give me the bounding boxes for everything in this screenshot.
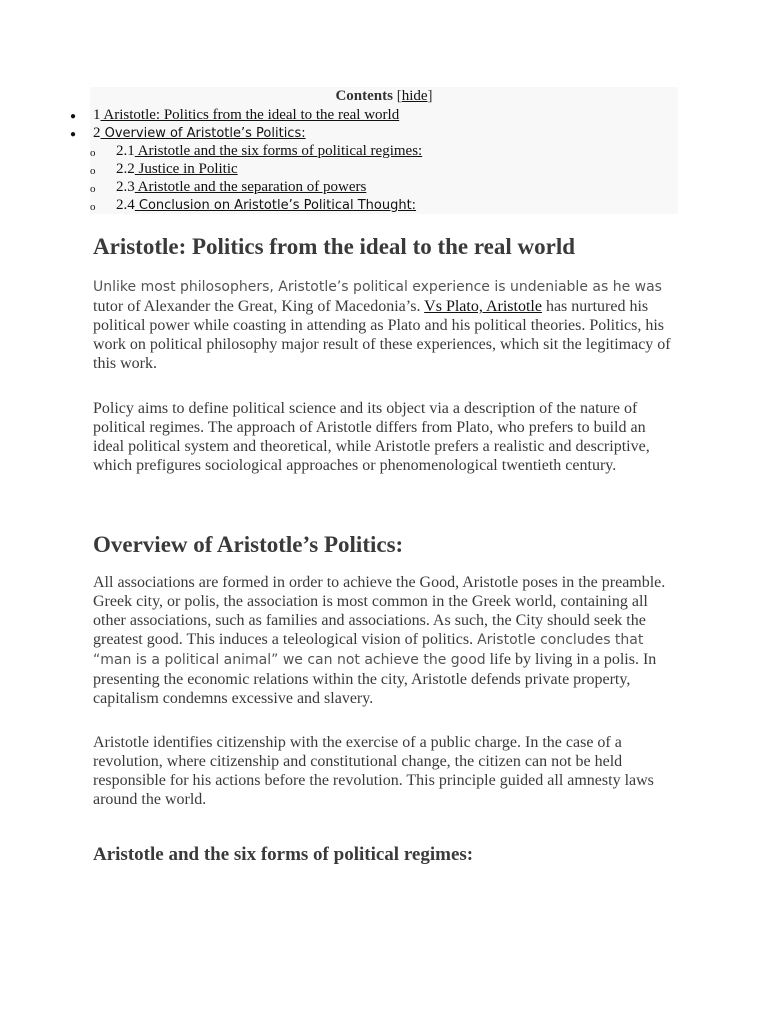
bullet-circle-icon: o: [90, 147, 96, 159]
bullet-circle-icon: o: [90, 183, 96, 195]
section-heading-ideal-to-real: Aristotle: Politics from the ideal to the real world: [93, 234, 576, 259]
paragraph-text: Policy aims to define political science and its object via a description of the nature of political regimes. The approach of Aristotle differs from Plato, who prefers to build an ideal political system and theoretical, while Aristotle prefers a realistic and descriptive, which prefigures sociological approaches or phenomenological twentieth century.: [93, 400, 650, 474]
paragraph-associations: [93, 573, 678, 708]
section-heading-overview: Overview of Aristotle’s Politics:: [93, 532, 404, 557]
toc-item-2-4[interactable]: [116, 196, 416, 215]
toc-item-link[interactable]: Aristotle: Politics from the ideal to the real world: [100, 107, 400, 123]
toc-title-row: [90, 88, 678, 105]
paragraph-intro: [93, 277, 678, 373]
section-heading-six-forms: Aristotle and the six forms of political regimes:: [93, 844, 474, 865]
toc-item-link[interactable]: Aristotle and the separation of powers: [134, 179, 367, 195]
paragraph-policy: [93, 399, 678, 475]
toc-item-number: 2: [93, 125, 101, 141]
toc-item-link[interactable]: Overview of Aristotle’s Politics:: [100, 126, 306, 141]
toc-hide-bracket-open: [: [396, 88, 402, 104]
vs-plato-link[interactable]: Vs Plato, Aristotle: [424, 298, 542, 315]
toc-item-link[interactable]: Aristotle and the six forms of political regimes:: [134, 143, 423, 159]
toc-hide-link[interactable]: hide: [401, 88, 428, 104]
paragraph-text: All associations are formed in order to achieve the Good, Aristotle poses in the preamble. Greek city, or polis, the association is most common in the Greek world, containing all other associations, such as families and associations. As such, the City should seek the greatest good. This induces a teleological vision of politics.: [93, 574, 666, 648]
toc-item-2-1[interactable]: [116, 142, 422, 160]
bullet-circle-icon: o: [90, 201, 96, 213]
toc-title: Contents: [335, 88, 393, 104]
toc-hide-bracket-close: ]: [427, 88, 433, 104]
toc-item-number: 1: [93, 107, 101, 123]
paragraph-text: life by living in a polis. In presenting the economic relations within the city, Aristotle defends private property, capitalism condemns excessive and slavery.: [93, 651, 657, 707]
paragraph-text: nurtured his political power while coasting in attending as Plato and his political theories. Politics, his work on political philosophy major result of these experiences, which sit the legitimacy of this work.: [93, 298, 671, 372]
toc-item-1[interactable]: [93, 106, 399, 124]
toc-item-number: 2.2: [116, 161, 135, 177]
bullet-disc-icon: ●: [70, 111, 77, 122]
toc-item-2-3[interactable]: [116, 178, 366, 196]
bullet-disc-icon: ●: [70, 129, 77, 140]
toc-item-number: 2.1: [116, 143, 135, 159]
toc-item-link[interactable]: Conclusion on Aristotle’s Political Thought:: [134, 198, 417, 213]
paragraph-text: Aristotle concludes that “man is a political animal” we can not achieve the good: [93, 632, 644, 668]
toc-item-link[interactable]: Justice in Politic: [134, 161, 238, 177]
paragraph-text: Unlike most philosophers, Aristotle’s political experience is undeniable as he was: [93, 279, 662, 295]
paragraph-text: tutor of Alexander the Great, King of Macedonia’s.: [93, 298, 425, 315]
bullet-circle-icon: o: [90, 165, 96, 177]
paragraph-text: has: [541, 298, 568, 315]
toc-item-2[interactable]: [93, 124, 306, 143]
paragraph-text: Aristotle identifies citizenship with the exercise of a public charge. In the case of a revolution, where citizenship and constitutional change, the citizen can not be held responsible for his actions before the revolution. This principle guided all amnesty laws around the world.: [93, 734, 654, 808]
toc-item-number: 2.4: [116, 197, 135, 213]
toc-item-number: 2.3: [116, 179, 135, 195]
paragraph-citizenship: [93, 733, 678, 809]
toc-item-2-2[interactable]: [116, 160, 238, 178]
